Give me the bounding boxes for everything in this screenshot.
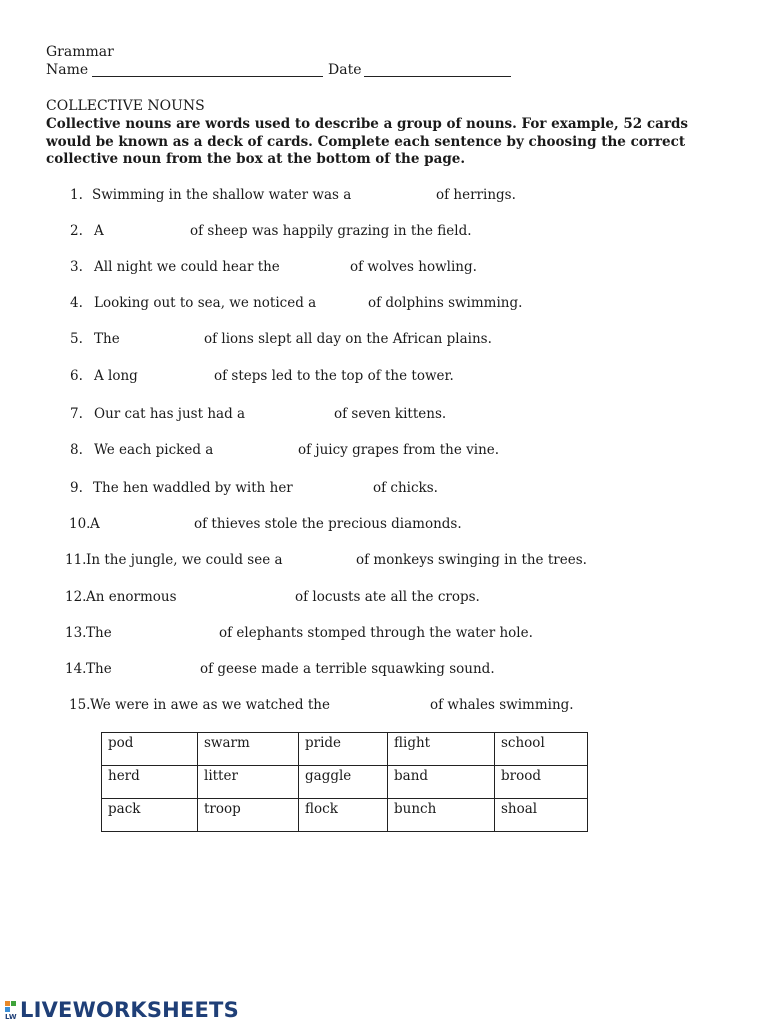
question-text-before: The <box>94 331 120 347</box>
date-field[interactable] <box>364 76 511 77</box>
answer-blank[interactable] <box>110 223 186 240</box>
question-text-before: A <box>90 516 100 532</box>
instructions: Collective nouns are words used to describe a group of nouns. For example, 52 cards would be known as a deck of cards. Complete each sentence by choosing the correct collective noun from the box at the bottom of the page. <box>46 116 689 167</box>
question-text-before: The <box>86 625 112 641</box>
question-number: 14. <box>65 661 87 677</box>
answer-blank[interactable] <box>284 552 352 569</box>
question-text-before: In the jungle, we could see a <box>86 552 283 568</box>
word-cell: brood <box>495 766 588 799</box>
question-text-after: of thieves stole the precious diamonds. <box>194 516 462 532</box>
question-text-after: of herrings. <box>436 187 516 203</box>
answer-blank[interactable] <box>106 516 190 533</box>
word-cell: troop <box>198 799 299 832</box>
question-number: 10. <box>69 516 91 532</box>
question-number: 5. <box>70 331 83 347</box>
subject-label: Grammar <box>46 44 114 60</box>
answer-blank[interactable] <box>318 295 364 312</box>
question-text-after: of lions slept all day on the African plains. <box>204 331 492 347</box>
word-cell: bunch <box>388 799 495 832</box>
word-cell: flight <box>388 733 495 766</box>
question-text-before: We were in awe as we watched the <box>90 697 330 713</box>
name-field[interactable] <box>92 76 323 77</box>
question-number: 13. <box>65 625 87 641</box>
answer-blank[interactable] <box>116 625 214 642</box>
answer-blank[interactable] <box>360 187 432 204</box>
answer-blank[interactable] <box>300 480 368 497</box>
question-number: 7. <box>70 406 83 422</box>
question-text-before: A long <box>94 368 138 384</box>
question-number: 4. <box>70 295 83 311</box>
word-box-row <box>102 733 588 766</box>
question-text-before: Looking out to sea, we noticed a <box>94 295 317 311</box>
word-cell: band <box>388 766 495 799</box>
word-cell: pride <box>299 733 388 766</box>
answer-blank[interactable] <box>218 442 294 459</box>
answer-blank[interactable] <box>116 661 196 678</box>
liveworksheets-logo-icon <box>4 1000 18 1020</box>
answer-blank[interactable] <box>246 406 330 423</box>
question-text-after: of monkeys swinging in the trees. <box>356 552 587 568</box>
question-number: 12. <box>65 589 87 605</box>
question-number: 15. <box>69 697 91 713</box>
question-text-after: of dolphins swimming. <box>368 295 523 311</box>
question-text-before: The <box>86 661 112 677</box>
question-text-after: of steps led to the top of the tower. <box>214 368 454 384</box>
word-cell: shoal <box>495 799 588 832</box>
word-cell: swarm <box>198 733 299 766</box>
word-box-table <box>101 732 588 832</box>
logo-mark-text: LW <box>5 1013 17 1020</box>
answer-blank[interactable] <box>124 331 200 348</box>
question-text-before: A <box>94 223 104 239</box>
question-text-after: of elephants stomped through the water hole. <box>219 625 533 641</box>
question-text-before: We each picked a <box>94 442 214 458</box>
answer-blank[interactable] <box>144 368 210 385</box>
word-cell: pod <box>102 733 198 766</box>
answer-blank[interactable] <box>334 697 426 714</box>
word-cell: gaggle <box>299 766 388 799</box>
question-text-after: of chicks. <box>373 480 438 496</box>
question-text-after: of locusts ate all the crops. <box>295 589 480 605</box>
question-text-before: Our cat has just had a <box>94 406 246 422</box>
question-text-before: Swimming in the shallow water was a <box>92 187 352 203</box>
answer-blank[interactable] <box>184 589 290 606</box>
logo-text: LIVEWORKSHEETS <box>20 998 239 1022</box>
question-text-before: The hen waddled by with her <box>93 480 293 496</box>
question-number: 3. <box>70 259 83 275</box>
word-box-row <box>102 766 588 799</box>
word-cell: herd <box>102 766 198 799</box>
question-text-after: of seven kittens. <box>334 406 447 422</box>
name-label: Name <box>46 62 89 78</box>
question-text-before: An enormous <box>86 589 177 605</box>
question-text-after: of wolves howling. <box>350 259 477 275</box>
liveworksheets-logo[interactable] <box>4 998 239 1022</box>
word-cell: litter <box>198 766 299 799</box>
word-box-row <box>102 799 588 832</box>
question-text-after: of whales swimming. <box>430 697 574 713</box>
question-text-before: All night we could hear the <box>94 259 280 275</box>
question-number: 9. <box>70 480 83 496</box>
question-number: 6. <box>70 368 83 384</box>
word-cell: flock <box>299 799 388 832</box>
question-text-after: of sheep was happily grazing in the field. <box>190 223 472 239</box>
question-text-after: of geese made a terrible squawking sound. <box>200 661 495 677</box>
question-number: 2. <box>70 223 83 239</box>
word-cell: school <box>495 733 588 766</box>
question-number: 1. <box>70 187 83 203</box>
date-label: Date <box>328 62 362 78</box>
question-text-after: of juicy grapes from the vine. <box>298 442 500 458</box>
word-cell: pack <box>102 799 198 832</box>
answer-blank[interactable] <box>284 259 346 276</box>
question-number: 8. <box>70 442 83 458</box>
section-title: COLLECTIVE NOUNS <box>46 98 205 114</box>
question-number: 11. <box>65 552 87 568</box>
